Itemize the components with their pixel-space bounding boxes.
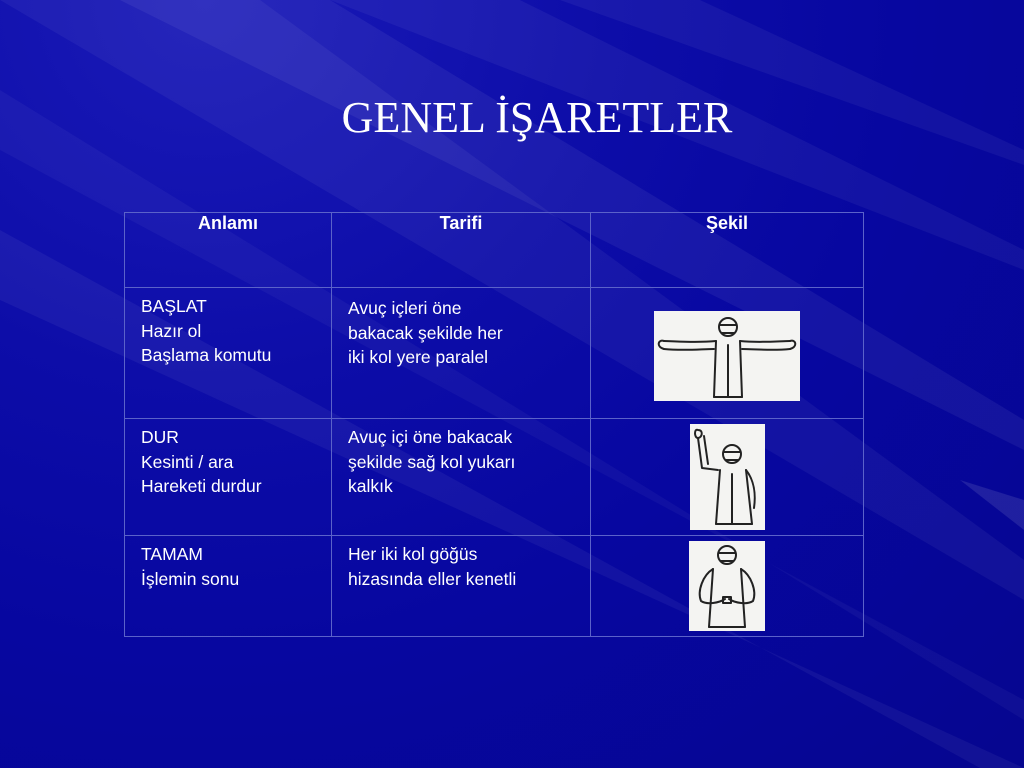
header-meaning: Anlamı xyxy=(125,213,332,288)
meaning-line: Hazır ol xyxy=(141,320,202,341)
slide-title: GENEL İŞARETLER xyxy=(341,93,733,142)
meaning-line: Kesinti / ara xyxy=(141,451,234,472)
meaning-line: BAŞLAT xyxy=(141,296,207,316)
description-cell xyxy=(332,419,591,536)
figure-cell xyxy=(591,419,864,536)
header-description: Tarifi xyxy=(332,213,591,288)
description-line: iki kol yere paralel xyxy=(348,347,489,367)
description-line: kalkık xyxy=(348,476,393,496)
description-cell xyxy=(332,536,591,637)
description-line: Her iki kol göğüs xyxy=(348,544,478,564)
figure-cell xyxy=(591,536,864,637)
right-arm-raised-icon xyxy=(690,424,765,530)
meaning-line: Hareketi durdur xyxy=(141,476,262,496)
meaning-line: İşlemin sonu xyxy=(141,568,240,589)
meaning-line: DUR xyxy=(141,427,179,447)
description-line: Avuç içi öne bakacak xyxy=(348,427,513,447)
description-cell xyxy=(332,288,591,419)
meaning-cell xyxy=(125,288,332,419)
description-line: şekilde sağ kol yukarı xyxy=(348,451,516,472)
arms-spread-horizontal-icon xyxy=(654,311,800,401)
hands-clasped-chest-icon xyxy=(689,541,765,631)
table-row xyxy=(125,536,864,637)
meaning-line: Başlama komutu xyxy=(141,345,272,365)
table-header-row xyxy=(125,213,864,288)
description-line: Avuç içleri öne xyxy=(348,298,462,318)
figure-cell xyxy=(591,288,864,419)
table-row xyxy=(125,419,864,536)
meaning-cell xyxy=(125,419,332,536)
header-figure: Şekil xyxy=(591,213,864,288)
meaning-line: TAMAM xyxy=(141,544,203,564)
description-line: bakacak şekilde her xyxy=(348,322,503,343)
meaning-cell xyxy=(125,536,332,637)
description-line: hizasında eller kenetli xyxy=(348,568,517,589)
signals-table xyxy=(124,212,864,637)
table-row xyxy=(125,288,864,419)
